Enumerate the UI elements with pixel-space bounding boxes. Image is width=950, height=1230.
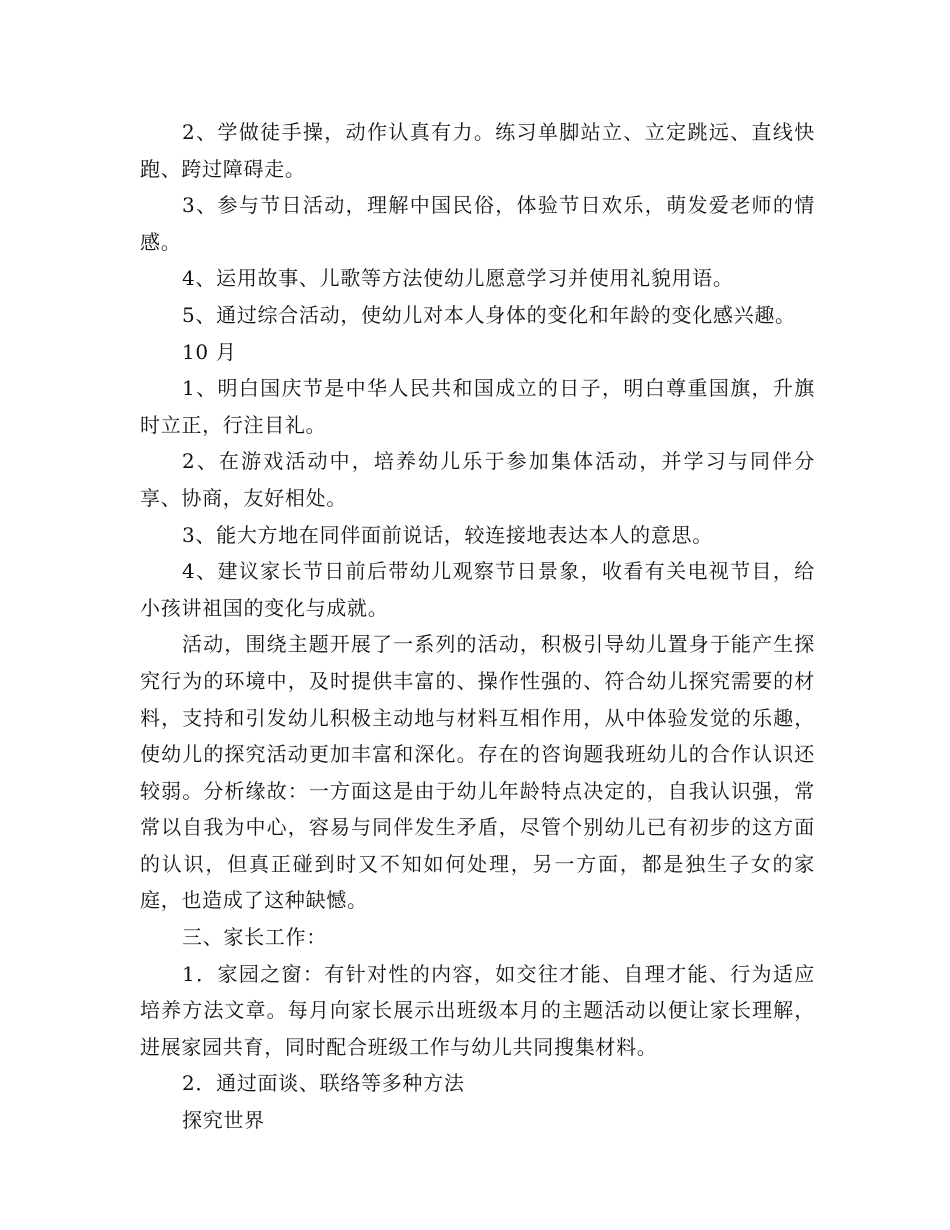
paragraph-goal-4-polite-language: 4、运用故事、儿歌等方法使幼儿愿意学习并使用礼貌用语。 xyxy=(182,266,734,291)
month-heading-october: 10 月 xyxy=(182,339,237,364)
paragraph-october-2-group-activity: 2、在游戏活动中，培养幼儿乐于参加集体活动，并学习与同伴分享、协商，友好相处。 xyxy=(140,449,815,510)
paragraph-goal-3-festival: 3、参与节日活动，理解中国民俗，体验节日欢乐，萌发爱老师的情感。 xyxy=(140,193,815,254)
paragraph-goal-2-exercise: 2、学做徒手操，动作认真有力。练习单脚站立、立定跳远、直线快跑、跨过障碍走。 xyxy=(140,120,815,181)
paragraph-explore-world: 探究世界 xyxy=(182,1108,265,1133)
paragraph-october-3-speaking: 3、能大方地在同伴面前说话，较连接地表达本人的意思。 xyxy=(182,522,713,547)
paragraph-parent-work-2: 2．通过面谈、联络等多种方法 xyxy=(182,1071,465,1096)
section-heading-parent-work: 三、家长工作： xyxy=(182,925,327,950)
paragraph-activity-summary: 活动，围绕主题开展了一系列的活动，积极引导幼儿置身于能产生探究行为的环境中，及时提供丰富的、操作性强的、符合幼儿探究需要的材料，支持和引发幼儿积极主动地与材料互相作用，从中体验发觉的乐趣，使幼儿的探究活动更加丰富和深化。存在的咨询题我班幼儿的合作认识还较弱。分析缘故：一方面这是由于幼儿年龄特点决定的，自我认识强，常常以自我为中心，容易与同伴发生矛盾，尽管个别幼儿已有初步的这方面的认识，但真正碰到时又不知如何处理，另一方面，都是独生子女的家庭，也造成了这种缺憾。 xyxy=(140,632,815,913)
paragraph-october-1-national-day: 1、明白国庆节是中华人民共和国成立的日子，明白尊重国旗，升旗时立正，行注目礼。 xyxy=(140,376,815,437)
paragraph-october-4-parent-suggestion: 4、建议家长节日前后带幼儿观察节日景象，收看有关电视节目，给小孩讲祖国的变化与成就。 xyxy=(140,559,815,620)
document-body xyxy=(140,114,815,1139)
paragraph-goal-5-body-changes: 5、通过综合活动，使幼儿对本人身体的变化和年龄的变化感兴趣。 xyxy=(182,302,796,327)
paragraph-parent-work-1: 1．家园之窗：有针对性的内容，如交往才能、自理才能、行为适应培养方法文章。每月向家长展示出班级本月的主题活动以便让家长理解，进展家园共育，同时配合班级工作与幼儿共同搜集材料。 xyxy=(140,961,815,1059)
